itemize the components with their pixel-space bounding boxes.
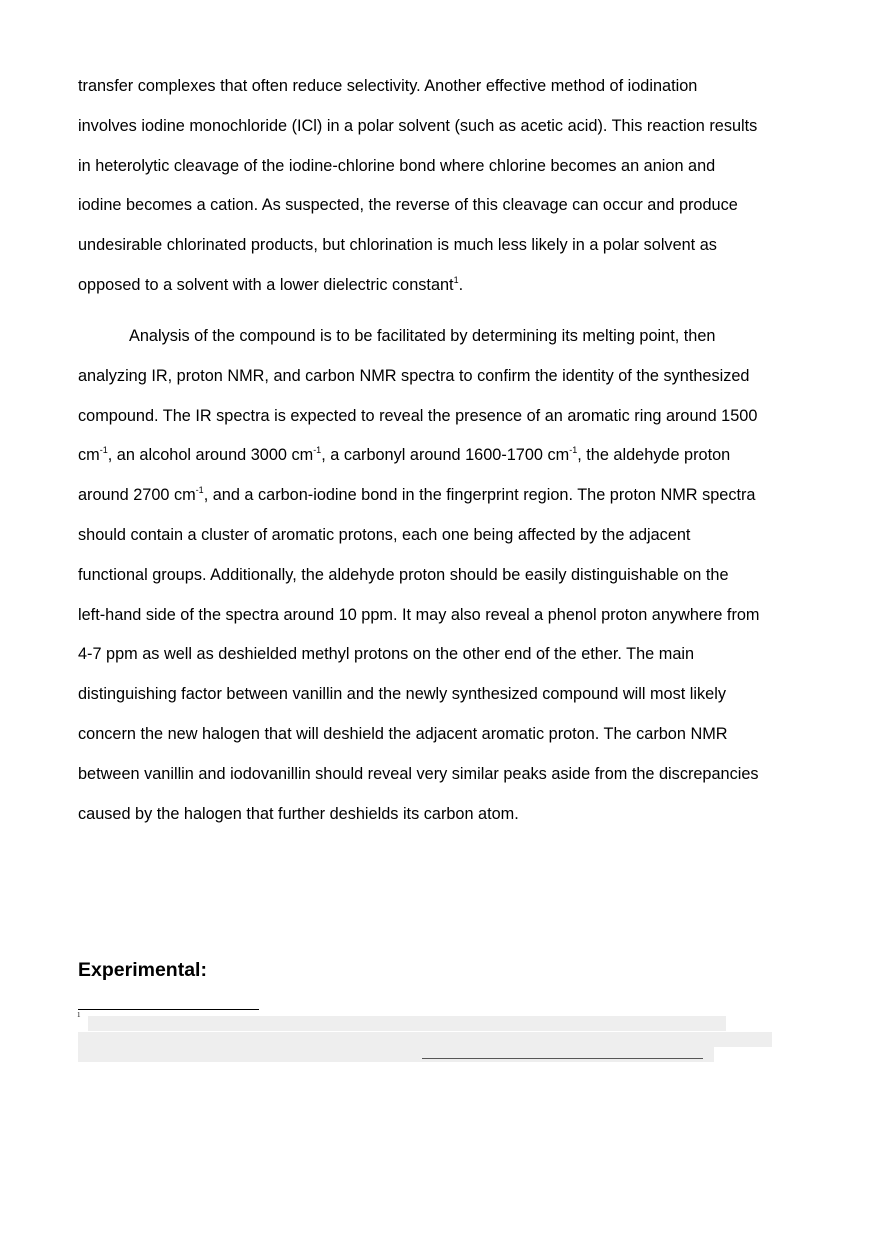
text-segment: , and a carbon-iodine bond in the fingerprint region. The proton NMR spectra [203,486,756,505]
text-line: undesirable chlorinated products, but chlorination is much less likely in a polar solvent as [78,236,717,255]
text-line: Analysis of the compound is to be facilitated by determining its melting point, then [129,327,716,345]
text-line: in heterolytic cleavage of the iodine-chlorine bond where chlorine becomes an anion and [78,156,716,175]
text-line: between vanillin and iodovanillin should reveal very similar peaks aside from the discrepancies [78,764,759,783]
text-line: caused by the halogen that further deshields its carbon atom. [78,804,519,823]
text-line: involves iodine monochloride (ICl) in a polar solvent (such as acetic acid). This reaction results [78,116,758,135]
text-line: 4-7 ppm as well as deshielded methyl protons on the other end of the ether. The main [78,645,695,664]
text-segment: . [458,275,464,294]
text-segment: , an alcohol around 3000 cm [107,446,314,465]
redacted-footnote-text [78,1032,772,1047]
text-segment: opposed to a solvent with a lower dielectric constant [78,275,454,294]
text-line: should contain a cluster of aromatic protons, each one being affected by the adjacent [78,525,691,544]
text-line: distinguishing factor between vanillin and the newly synthesized compound will most likely [78,685,726,704]
text-line [78,436,808,476]
text-segment: around 2700 cm [78,486,196,505]
text-line [78,266,808,306]
text-line: functional groups. Additionally, the aldehyde proton should be easily distinguishable on the [78,565,729,584]
text-line [78,476,808,516]
text-segment: cm [78,446,100,465]
superscript: -1 [99,444,108,455]
paragraph-iodination-methods [78,67,808,306]
footnote-separator [78,1009,259,1010]
footnote-link-underline[interactable] [422,1058,703,1059]
text-segment: , a carbonyl around 1600-1700 cm [321,446,570,465]
redacted-footnote-text [88,1016,726,1031]
footnote-reference[interactable]: 1 [453,274,459,285]
text-line: iodine becomes a cation. As suspected, the reverse of this cleavage can occur and produce [78,196,738,215]
text-line: compound. The IR spectra is expected to reveal the presence of an aromatic ring around 1500 [78,406,758,425]
text-line: concern the new halogen that will deshield the adjacent aromatic proton. The carbon NMR [78,724,728,743]
superscript: -1 [569,444,578,455]
footnote-number: 1 [77,1011,81,1019]
redacted-footnote-text [78,1047,714,1062]
superscript: -1 [313,444,322,455]
paragraph-compound-analysis [78,317,808,834]
superscript: -1 [195,484,204,495]
text-segment: , the aldehyde proton [577,446,731,465]
section-heading-experimental: Experimental: [78,959,207,981]
text-line: transfer complexes that often reduce selectivity. Another effective method of iodination [78,77,698,95]
text-line: left-hand side of the spectra around 10 ppm. It may also reveal a phenol proton anywhere from [78,605,760,624]
text-line: analyzing IR, proton NMR, and carbon NMR spectra to confirm the identity of the synthesized [78,366,750,385]
